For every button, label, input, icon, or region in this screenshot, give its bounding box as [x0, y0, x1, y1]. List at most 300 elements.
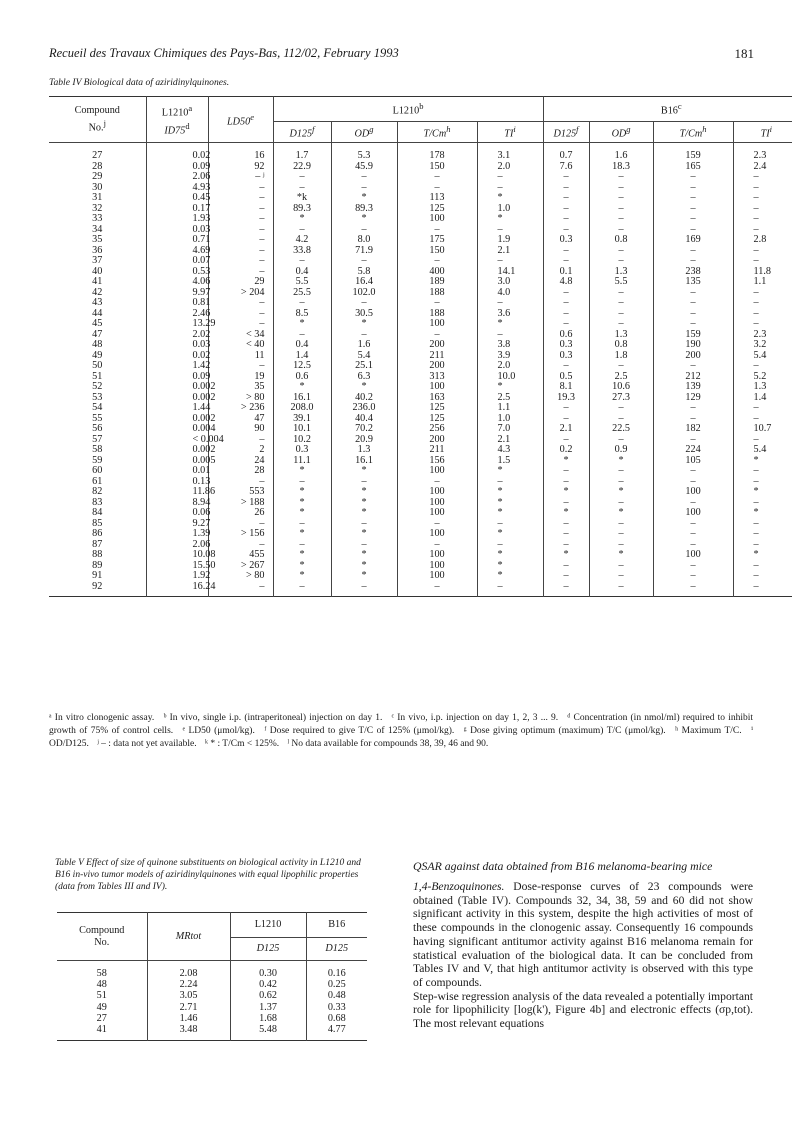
table4-cell: – [273, 183, 331, 194]
table4-cell: 10.0 [477, 372, 543, 383]
table4-cell: – [753, 171, 759, 182]
table4-row [49, 172, 792, 183]
table4-row [49, 519, 792, 530]
table4-cell: – [208, 225, 273, 236]
table4-cell: – [543, 529, 589, 540]
table4-cell: – [543, 361, 589, 372]
footnote: ʲ – : data not yet available. [97, 739, 197, 749]
table4-cell: – [653, 466, 733, 477]
table4-cell: 4.2 [273, 235, 331, 246]
table4-cell: 2.46 [146, 309, 208, 320]
table4-cell: – [273, 298, 331, 309]
table4-cell: – [543, 519, 589, 530]
table4-cell: – [653, 183, 733, 194]
header-od-b16: $OD^g$ [589, 122, 653, 143]
table4-cell: – [543, 414, 589, 425]
table4-cell: – [331, 519, 397, 530]
table4-cell: – [589, 361, 653, 372]
table4-cell: 1.4 [273, 351, 331, 362]
table4-cell: 0.1 [543, 267, 589, 278]
table4-cell: 84 [49, 508, 146, 519]
table4-cell: 10.08 [146, 550, 208, 561]
table4-cell: 10.6 [589, 382, 653, 393]
table4-row [49, 162, 792, 173]
table4-cell: 0.13 [146, 477, 208, 488]
table4-cell: 2.8 [753, 234, 767, 245]
table4-cell: 400 [397, 267, 477, 278]
table5-cell: 3.05 [147, 990, 230, 1001]
table4-cell: 56 [49, 424, 146, 435]
table4-cell: 190 [653, 340, 733, 351]
table4-cell: 0.03 [146, 340, 208, 351]
table4-cell: 10.1 [273, 424, 331, 435]
table4 [49, 96, 792, 597]
table4-row [49, 309, 792, 320]
table4-cell: 182 [653, 424, 733, 435]
table4-cell: 100 [397, 382, 477, 393]
table4-cell: 36 [49, 246, 146, 257]
table4-cell: 22.9 [273, 162, 331, 173]
table4-cell: 2.5 [589, 372, 653, 383]
table4-cell: * [273, 550, 331, 561]
table4-cell: – [208, 235, 273, 246]
table4-cell: 92 [208, 162, 273, 173]
table4-cell: – [753, 192, 759, 203]
table4-cell: * [273, 487, 331, 498]
table4-cell: – [753, 528, 759, 539]
section-title: QSAR against data obtained from B16 melanoma-bearing mice [413, 859, 713, 873]
table4-cell: 28 [208, 466, 273, 477]
table4-row [49, 382, 792, 393]
table5-cell: 27 [57, 1013, 147, 1024]
table4-cell: 100 [653, 550, 733, 561]
table4-cell: 2.3 [753, 150, 767, 161]
table4-cell: 135 [653, 277, 733, 288]
table5-cell: 0.68 [327, 1012, 346, 1024]
table4-cell: 8.0 [331, 235, 397, 246]
header-od-l1210: $OD^g$ [331, 122, 397, 143]
table4-cell: 0.004 [146, 424, 208, 435]
table4-cell: 139 [653, 382, 733, 393]
table4-cell: * [331, 466, 397, 477]
table4-cell: * [753, 486, 759, 497]
table4-cell: * [543, 487, 589, 498]
table4-cell: – [653, 435, 733, 446]
table4-cell: 5.4 [331, 351, 397, 362]
table4-cell: 2.5 [477, 393, 543, 404]
table4-cell: 100 [397, 498, 477, 509]
table4-cell: 33 [49, 214, 146, 225]
table4-cell: * [331, 508, 397, 519]
table4-cell: – [397, 330, 477, 341]
table4-cell: 100 [653, 508, 733, 519]
table4-cell: 125 [397, 403, 477, 414]
table5-cell: 1.68 [230, 1013, 306, 1024]
table4-cell: – [543, 183, 589, 194]
header-l1210-id75: L1210$^a$ ID75$^d$ [146, 97, 208, 143]
table4-cell: 89 [49, 561, 146, 572]
table4-row [49, 256, 792, 267]
table4-cell: 1.1 [753, 276, 767, 287]
footnote: ᵏ * : T/Cm < 125%. [204, 739, 280, 749]
table4-cell: – [653, 246, 733, 257]
table4-cell: 0.09 [146, 372, 208, 383]
table4-cell: 224 [653, 445, 733, 456]
table4-cell: 3.1 [477, 143, 543, 162]
table4-cell: 100 [397, 571, 477, 582]
table4-cell: * [273, 498, 331, 509]
table4-cell: – [589, 298, 653, 309]
header-tc-b16: T/Cm$^h$ [653, 122, 733, 143]
table4-cell: – [208, 319, 273, 330]
table4-cell: 0.2 [543, 445, 589, 456]
table4-cell: – [208, 183, 273, 194]
table4-cell: 212 [653, 372, 733, 383]
table4-row [49, 143, 792, 162]
table5-caption: Table V Effect of size of quinone substituents on biological activity in L1210 and B16 in-vivo tumor models of aziridinylquinones with equal lipophilic properties (data from Tables III and IV). [55, 858, 361, 892]
table4-cell: * [753, 454, 759, 466]
table5-cell: 0.33 [327, 1001, 346, 1013]
table4-cell: * [589, 456, 653, 467]
table4-cell: 70.2 [331, 424, 397, 435]
table4-cell: 8.1 [543, 382, 589, 393]
table4-cell: 100 [397, 508, 477, 519]
table4-cell: – [208, 519, 273, 530]
table4-cell: – [653, 561, 733, 572]
table4-cell: – [543, 435, 589, 446]
table4-cell: * [477, 319, 543, 330]
table4-cell: 2.4 [753, 160, 767, 172]
table4-cell: *k [273, 193, 331, 204]
table4-cell: – [208, 214, 273, 225]
table4-cell: 200 [397, 361, 477, 372]
table4-cell: * [589, 487, 653, 498]
table4-cell: 53 [49, 393, 146, 404]
table4-cell: 163 [397, 393, 477, 404]
table4-cell: * [331, 550, 397, 561]
table5-cell: 58 [57, 961, 147, 980]
table4-row [49, 361, 792, 372]
table4-cell: 3.2 [753, 339, 767, 350]
table4-cell: 0.002 [146, 414, 208, 425]
header-b16-group: B16$^c$ [543, 97, 792, 122]
table4-cell: 150 [397, 246, 477, 257]
table4-cell: 8.94 [146, 498, 208, 509]
table4-cell: 83 [49, 498, 146, 509]
table4-cell: 165 [653, 162, 733, 173]
table4-row [49, 214, 792, 225]
header-ti-l1210: $TI^i$ [477, 122, 543, 143]
table5-cell: 3.48 [147, 1024, 230, 1041]
table4-cell: 2 [208, 445, 273, 456]
table4-cell: < 34 [208, 330, 273, 341]
table4-cell: 16.24 [146, 582, 208, 597]
table4-cell: 5.5 [273, 277, 331, 288]
table4-cell: – [589, 319, 653, 330]
table4-row [49, 225, 792, 236]
table4-cell: – [753, 223, 759, 235]
section-body [413, 880, 753, 1031]
table4-cell: 30.5 [331, 309, 397, 320]
table4-cell: 2.1 [543, 424, 589, 435]
table4-cell: 58 [49, 445, 146, 456]
table4-row [49, 204, 792, 215]
footnote: ᵃ In vitro clonogenic assay. [49, 713, 155, 723]
table4-row [49, 550, 792, 561]
table5-cell: 0.42 [230, 979, 306, 990]
table4-cell: – [753, 570, 759, 581]
table4-cell: – [331, 298, 397, 309]
table4-cell: 211 [397, 445, 477, 456]
table4-cell: 100 [397, 529, 477, 540]
table4-cell: 28 [49, 162, 146, 173]
table4-cell: 35 [49, 235, 146, 246]
header-d125-b16: D125$^f$ [543, 122, 589, 143]
table4-cell: – [653, 298, 733, 309]
table4-cell: 32 [49, 204, 146, 215]
table4-cell: 0.53 [146, 267, 208, 278]
table4-cell: 35 [208, 382, 273, 393]
table4-cell: 0.02 [146, 143, 208, 162]
table4-cell: – [477, 519, 543, 530]
table4-cell: – [397, 256, 477, 267]
table4-cell: – [477, 330, 543, 341]
table4-cell: 2.1 [477, 435, 543, 446]
table4-cell: 1.7 [273, 143, 331, 162]
table4-row [49, 424, 792, 435]
table4-cell: 5.3 [331, 143, 397, 162]
table4-cell: – [753, 213, 759, 224]
table4-cell: 0.81 [146, 298, 208, 309]
table4-cell: – [753, 412, 759, 424]
table4-cell: * [477, 561, 543, 572]
table4-cell: – [397, 225, 477, 236]
table4-cell: * [477, 214, 543, 225]
table4-cell: 11.1 [273, 456, 331, 467]
table4-cell: – [589, 204, 653, 215]
table4-cell: * [331, 319, 397, 330]
table4-cell: – [543, 204, 589, 215]
table4-cell: 10.7 [753, 423, 772, 434]
table4-cell: – [653, 319, 733, 330]
table4-cell: > 156 [208, 529, 273, 540]
table4-cell: 71.9 [331, 246, 397, 257]
table4-cell: – [477, 183, 543, 194]
footnote: ᶠ Dose required to give T/C of 125% (μmol/kg). [264, 726, 455, 736]
table4-cell: – [543, 309, 589, 320]
table4-cell: – [753, 244, 759, 256]
header-l1210-group: L1210$^b$ [273, 97, 543, 122]
table4-cell: – [753, 318, 759, 329]
table4-cell: 0.8 [589, 340, 653, 351]
table4-cell: 44 [49, 309, 146, 320]
table5-cell: 0.48 [327, 990, 346, 1002]
table4-cell: * [753, 507, 759, 518]
table4-row [49, 414, 792, 425]
table4-cell: 2.0 [477, 162, 543, 173]
table4-cell: 22.5 [589, 424, 653, 435]
table4-cell: < 40 [208, 340, 273, 351]
table4-cell: 87 [49, 540, 146, 551]
table5-cell: 0.30 [230, 961, 306, 980]
table4-cell: – [331, 183, 397, 194]
table4-cell: > 80 [208, 571, 273, 582]
table4-cell: 0.06 [146, 508, 208, 519]
table4-cell: * [273, 561, 331, 572]
table4-row [49, 319, 792, 330]
table4-cell: 1.0 [477, 414, 543, 425]
table4-cell: – [208, 435, 273, 446]
table4-cell: 100 [397, 214, 477, 225]
table4-cell: – [589, 288, 653, 299]
table4-cell: * [543, 550, 589, 561]
table4-cell: – [543, 561, 589, 572]
table4-row [49, 466, 792, 477]
table4-cell: 10.2 [273, 435, 331, 446]
table4-cell: 5.5 [589, 277, 653, 288]
table4-cell: – [753, 580, 759, 592]
table4-cell: 0.02 [146, 351, 208, 362]
table5-cell: 48 [57, 979, 147, 990]
table4-cell: 7.0 [477, 424, 543, 435]
table4-cell: * [477, 466, 543, 477]
footnote: ᶜ In vivo, i.p. injection on day 1, 2, 3 ... 9. [391, 713, 559, 723]
table4-cell: > 204 [208, 288, 273, 299]
table4-cell: 0.09 [146, 162, 208, 173]
table5-cell: 41 [57, 1024, 147, 1041]
table4-cell: – [543, 403, 589, 414]
table4-cell: 40.4 [331, 414, 397, 425]
table5-cell: 0.16 [327, 968, 346, 979]
table4-cell: 100 [397, 319, 477, 330]
table4-cell: – [208, 204, 273, 215]
table4-cell: 4.06 [146, 277, 208, 288]
table5-row [57, 1002, 367, 1013]
table4-cell: – ʲ [208, 172, 273, 183]
table4-cell: – [273, 582, 331, 597]
table4-cell: 11 [208, 351, 273, 362]
table4-cell: – [543, 466, 589, 477]
table4-cell: * [273, 571, 331, 582]
table4-cell: 50 [49, 361, 146, 372]
table4-cell: – [589, 582, 653, 597]
table4-cell: – [589, 529, 653, 540]
table4-cell: – [589, 172, 653, 183]
t5-header-compound: Compound No. [57, 913, 147, 961]
table4-cell: – [208, 361, 273, 372]
table4-cell: – [589, 246, 653, 257]
table4-row [49, 508, 792, 519]
table4-cell: 0.8 [589, 235, 653, 246]
table4-row [49, 582, 792, 597]
table4-cell: 2.06 [146, 540, 208, 551]
table4-cell: * [477, 508, 543, 519]
table4-cell: – [753, 517, 759, 529]
table4-cell: 125 [397, 204, 477, 215]
table4-cell: 0.03 [146, 225, 208, 236]
table5-cell: 2.71 [147, 1002, 230, 1013]
table4-cell: 25.5 [273, 288, 331, 299]
table4-cell: – [331, 330, 397, 341]
table4-cell: – [653, 414, 733, 425]
table4-cell: 188 [397, 288, 477, 299]
table4-cell: * [589, 508, 653, 519]
table4-cell: 1.3 [589, 267, 653, 278]
table4-cell: 1.93 [146, 214, 208, 225]
table4-cell: 48 [49, 340, 146, 351]
table4-cell: 20.9 [331, 435, 397, 446]
footnote: ᵈ Concentration (in nmol/ml) required to inhibit growth of 75% of control cells. [49, 713, 754, 736]
table4-cell: 100 [397, 487, 477, 498]
table4-cell: 0.6 [543, 330, 589, 341]
table4-cell: 0.45 [146, 193, 208, 204]
table5-row [57, 961, 367, 980]
paragraph-2: Step-wise regression analysis of the data revealed a potentially important role for lipophilicity [log(k'), Figure 4b] and electronic effects (σp,tot). The most relevant equations [413, 989, 753, 1031]
table4-cell: 200 [397, 340, 477, 351]
table4-cell: 0.002 [146, 393, 208, 404]
table4-cell: > 267 [208, 561, 273, 572]
table4-cell: 2.06 [146, 172, 208, 183]
table4-cell: 1.92 [146, 571, 208, 582]
table4-cell: – [653, 204, 733, 215]
table4-cell: – [653, 403, 733, 414]
table4-cell: 8.5 [273, 309, 331, 320]
table4-cell: 5.4 [753, 444, 767, 455]
journal-header: Recueil des Travaux Chimiques des Pays-Bas, 112/02, February 1993 [49, 46, 399, 60]
table4-cell: 105 [653, 456, 733, 467]
table4-cell: * [753, 549, 759, 560]
table4-cell: – [753, 465, 759, 476]
table4-cell: – [753, 360, 759, 371]
table5-cell: 5.48 [230, 1024, 306, 1041]
table4-cell: – [477, 298, 543, 309]
table5-header-row-1 [57, 913, 367, 938]
table4-cell: 85 [49, 519, 146, 530]
table4-cell: – [543, 540, 589, 551]
table4-cell: – [273, 540, 331, 551]
table4-cell: – [543, 246, 589, 257]
table4-cell: 1.0 [477, 204, 543, 215]
table4-cell: > 236 [208, 403, 273, 414]
table4-cell: – [208, 246, 273, 257]
table4-cell: 49 [49, 351, 146, 362]
table4-cell: * [477, 529, 543, 540]
table4-cell: – [397, 172, 477, 183]
table4-cell: < 0.004 [146, 435, 208, 446]
t5-header-l1210: L1210 [230, 913, 306, 938]
table4-cell: – [753, 202, 759, 214]
t5-header-d125-l1210: D125 [230, 938, 306, 961]
table5-cell: 0.62 [230, 990, 306, 1001]
table4-cell: * [331, 529, 397, 540]
table4-cell: 13.29 [146, 319, 208, 330]
table4-cell: 45 [49, 319, 146, 330]
table4-cell: – [589, 561, 653, 572]
table4-cell: * [477, 382, 543, 393]
table4-row [49, 246, 792, 257]
table4-cell: – [397, 477, 477, 488]
table4-cell: 1.3 [331, 445, 397, 456]
table4-cell: 208.0 [273, 403, 331, 414]
t5-header-mr: MRtot [147, 913, 230, 961]
table4-cell: * [273, 319, 331, 330]
table4-cell: – [653, 529, 733, 540]
table4-cell: 16 [208, 143, 273, 162]
table4-cell: 16.1 [273, 393, 331, 404]
table4-cell: – [477, 172, 543, 183]
table4-cell: 4.8 [543, 277, 589, 288]
table4-cell: 18.3 [589, 162, 653, 173]
